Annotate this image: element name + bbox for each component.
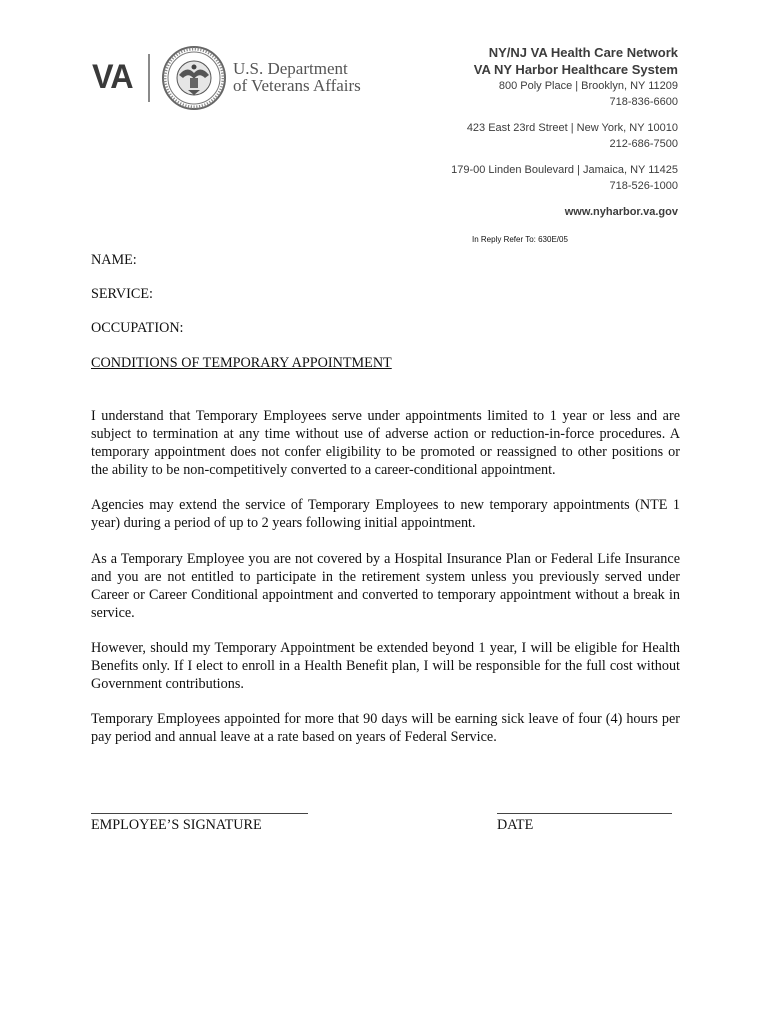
document-title: CONDITIONS OF TEMPORARY APPOINTMENT bbox=[91, 355, 392, 371]
date-label: DATE bbox=[497, 817, 534, 833]
employee-signature-label: EMPLOYEE’S SIGNATURE bbox=[91, 817, 262, 833]
address-brooklyn: 800 Poly Place | Brooklyn, NY 11209 bbox=[498, 80, 678, 92]
paragraph-4: However, should my Temporary Appointment be extended beyond 1 year, I will be eligible for Health Benefits only. If I elect to enroll in a Health Benefit plan, I will be responsible for the full cost without Government contributions. bbox=[91, 640, 680, 692]
website-link[interactable]: www.nyharbor.va.gov bbox=[564, 206, 678, 218]
address-new-york: 423 East 23rd Street | New York, NY 10010 bbox=[466, 122, 678, 134]
network-name: NY/NJ VA Health Care Network bbox=[488, 45, 678, 60]
paragraph-5: Temporary Employees appointed for more that 90 days will be earning sick leave of four (4) hours per pay period and annual leave at a rate based on years of Federal Service. bbox=[91, 711, 680, 745]
occupation-field-label: OCCUPATION: bbox=[91, 320, 184, 336]
address-jamaica: 179-00 Linden Boulevard | Jamaica, NY 11425 bbox=[451, 164, 678, 176]
paragraph-2: Agencies may extend the service of Temporary Employees to new temporary appointments (NTE 1 year) during a period of up to 2 years following initial appointment. bbox=[91, 497, 680, 531]
system-name: VA NY Harbor Healthcare System bbox=[473, 62, 678, 77]
va-logo: VA bbox=[92, 58, 133, 96]
paragraph-3: As a Temporary Employee you are not covered by a Hospital Insurance Plan or Federal Life Insurance and you are not entitled to participate in the retirement system unless you previously served under Career or Career Conditional appointment and converted to temporary appointment without a break in service. bbox=[91, 551, 680, 621]
va-seal-icon bbox=[161, 45, 227, 111]
employee-signature-line[interactable] bbox=[91, 813, 308, 814]
reply-reference: In Reply Refer To: 630E/05 bbox=[472, 235, 568, 244]
department-name bbox=[233, 60, 361, 94]
dept-line-1: U.S. Department bbox=[233, 59, 348, 78]
phone-new-york: 212-686-7500 bbox=[609, 138, 678, 150]
phone-brooklyn: 718-836-6600 bbox=[609, 96, 678, 108]
date-line[interactable] bbox=[497, 813, 672, 814]
letterhead-contact bbox=[378, 44, 678, 220]
service-field-label: SERVICE: bbox=[91, 286, 153, 302]
phone-jamaica: 718-526-1000 bbox=[609, 180, 678, 192]
logo-divider bbox=[148, 54, 150, 102]
paragraph-1: I understand that Temporary Employees serve under appointments limited to 1 year or less and are subject to termination at any time without use of adverse action or reduction-in-force procedures. A temporary appointment does not confer eligibility to be promoted or reassigned to other positions or the ability to be non-competitively converted to a career-conditional appointment. bbox=[91, 408, 680, 478]
dept-line-2: of Veterans Affairs bbox=[233, 76, 361, 95]
name-field-label: NAME: bbox=[91, 252, 137, 268]
